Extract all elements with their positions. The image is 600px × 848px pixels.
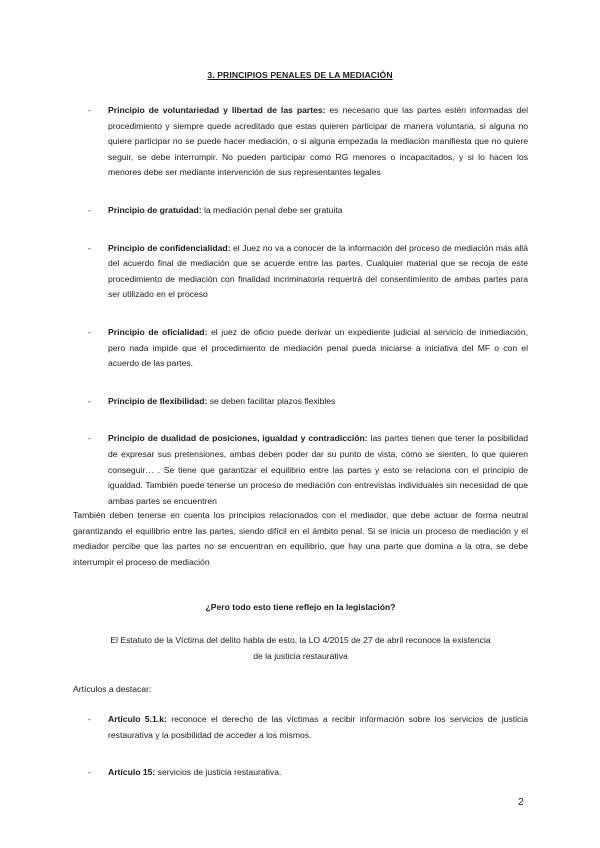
article-term: Artículo 15: <box>108 767 156 778</box>
principles-list <box>88 103 528 531</box>
list-item: - Artículo 15: servicios de justicia restaurativa. <box>88 767 282 778</box>
principle-text: la mediación penal debe ser gratuita <box>203 204 343 215</box>
question-heading: ¿Pero todo esto tiene reflejo en la legislación? <box>205 602 396 612</box>
list-item: - Principio de confidencialidad: el Juez no va a conocer de la información del proceso de mediación más allá del acuerdo final de mediación que se acuerde entre las partes. Cualquier material que se recoja de este procedimiento de mediación con finalidad incriminatoria requerirá del consentimiento de ambas partes para ser utilizado en el proceso <box>88 242 528 300</box>
principle-text: es necesario que las partes estén informadas del procedimiento y siempre quede acreditado que estas quieren participar de manera voluntaria, si alguna no quiere participar no se puede hacer mediación, o si alguna empezada la mediación manifiesta que no quiere seguir, se debe interrumpir. No pueden participar como RG menores o incapacitados, y si lo hacen los menores debe ser mediante intervención de sus representantes legales <box>108 105 529 178</box>
list-item: - Principio de voluntariedad y libertad de las partes: es necesario que las partes estén informadas del procedimiento y siempre quede acreditado que estas quieren participar de manera voluntaria, si alguna no quiere participar no se puede hacer mediación, o si alguna empezada la mediación manifiesta que no quiere seguir, se debe interrumpir. No pueden participar como RG menores o incapacitados, y si lo hacen los menores debe ser mediante intervención de sus representantes legales <box>88 105 529 178</box>
statute-line-2: de la justicia restaurativa <box>253 651 348 661</box>
principle-term: Principio de confidencialidad: <box>108 242 231 253</box>
article-term: Artículo 5.1.k: <box>108 714 167 724</box>
principle-term: Principio de flexibilidad: <box>108 395 208 406</box>
articles-heading: Artículos a destacar: <box>73 684 152 694</box>
principle-term: Principio de oficialidad: <box>108 326 208 337</box>
list-item: - Principio de oficialidad: el juez de oficio puede derivar un expediente judicial al servicio de inmediación, pero nada impide que el procedimiento de mediación penal pueda iniciarse a iniciativa del MF o con el acuerdo de las partes. <box>88 326 528 369</box>
list-item: - Principio de dualidad de posiciones, igualdad y contradicción: las partes tienen que tener la posibilidad de expresar sus pretensiones, ambas deben poder dar su punto de vista, cómo se sienten, lo que quieren conseguir… . Se tiene que garantizar el equilibrio entre las partes y esto se relaciona con el principio de igualdad. También puede tenerse un proceso de mediación con entrevistas individuales sin necesidad de que ambas partes se encuentren <box>88 433 529 506</box>
statute-line-1: El Estatuto de la Víctima del delito habla de esto, la LO 4/2015 de 27 de abril reconoce la existencia <box>110 635 491 645</box>
principle-text: las partes tienen que tener la posibilidad de expresar sus pretensiones, ambas deben poder dar su punto de vista, cómo se sienten, lo que quieren conseguir… . Se tiene que garantizar el equilibrio entre las partes y esto se relaciona con el principio de igualdad. También puede tenerse un proceso de mediación con entrevistas individuales sin necesidad de que ambas partes se encuentren <box>108 433 529 506</box>
principle-term: Principio de voluntariedad y libertad de las partes: <box>108 105 326 115</box>
list-item: - Principio de flexibilidad: se deben facilitar plazos flexibles <box>88 395 336 406</box>
principle-text: el Juez no va a conocer de la información del proceso de mediación más allá del acuerdo final de mediación que se acuerde entre las partes. Cualquier material que se recoja de este procedimiento de mediación con finalidad incriminatoria requerirá del consentimiento de ambas partes para ser utilizado en el proceso <box>108 242 528 300</box>
article-text: reconoce el derecho de las víctimas a recibir información sobre los servicios de justicia restaurativa y la posibilidad de acceder a los mismos. <box>108 714 528 740</box>
principle-term: Principio de dualidad de posiciones, igualdad y contradicción: <box>108 433 368 444</box>
section-title: 3. PRINCIPIOS PENALES DE LA MEDIACIÓN <box>207 70 393 80</box>
mediator-paragraph: También deben tenerse en cuenta los principios relacionados con el mediador, que debe actuar de forma neutral garantizando el equilibrio entre las partes, siendo difícil en el ámbito penal. Si se inicia un proceso de mediación y el mediador percibe que las partes no se encuentran en equilibrio, que hay una parte que domina a la otra, se debe interrumpir el proceso de mediación <box>73 510 528 567</box>
principle-term: Principio de gratuidad: <box>108 204 202 215</box>
articles-list <box>88 712 528 803</box>
list-item: - Artículo 5.1.k: reconoce el derecho de las víctimas a recibir información sobre los servicios de justicia restaurativa y la posibilidad de acceder a los mismos. <box>88 714 528 740</box>
page-number: 2 <box>518 797 524 808</box>
article-text: servicios de justicia restaurativa. <box>157 767 282 778</box>
principle-text: el juez de oficio puede derivar un expediente judicial al servicio de inmediación, pero nada impide que el procedimiento de mediación penal pueda iniciarse a iniciativa del MF o con el acuerdo de las partes. <box>108 326 528 369</box>
principle-text: se deben facilitar plazos flexibles <box>209 395 336 406</box>
list-item: - Principio de gratuidad: la mediación penal debe ser gratuita <box>88 204 343 215</box>
